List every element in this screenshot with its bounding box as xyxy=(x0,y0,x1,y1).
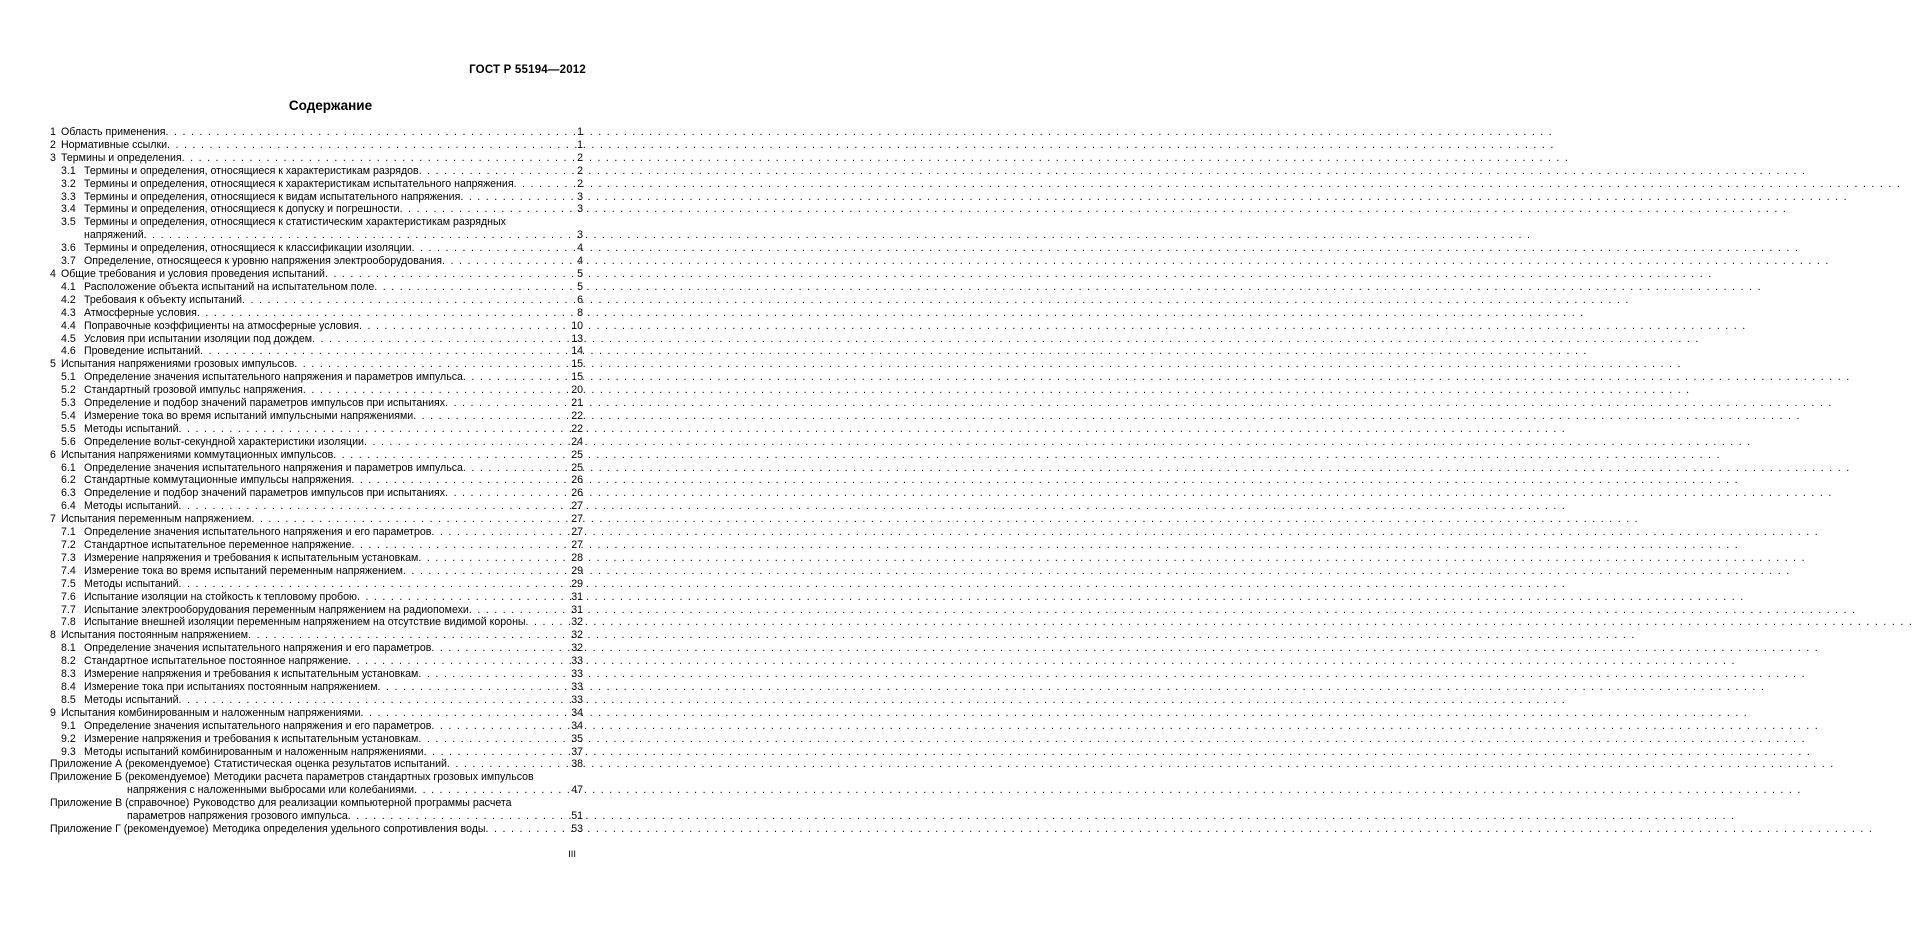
toc-page-number: 27 xyxy=(571,513,583,526)
toc-leader-dots xyxy=(333,449,569,462)
toc-entry[interactable] xyxy=(50,410,583,423)
toc-entry-title: Определение и подбор значений параметров импульсов при испытаниях xyxy=(84,397,446,410)
toc-entry[interactable] xyxy=(50,307,583,320)
toc-leader-dots xyxy=(431,642,569,655)
toc-entry-number: 7.8 xyxy=(61,616,76,629)
standard-designation: ГОСТ Р 55194—2012 xyxy=(469,64,586,76)
toc-entry-title: Определение значения испытательного напряжения и его параметров xyxy=(84,526,432,539)
toc-leader-dots xyxy=(144,229,575,242)
toc-page-number: 29 xyxy=(571,564,583,577)
toc-entry[interactable] xyxy=(50,268,583,281)
toc-entry-number: 3.7 xyxy=(61,255,76,268)
toc-page-number: 33 xyxy=(571,693,583,706)
toc-entry[interactable] xyxy=(50,513,583,526)
toc-leader-dots xyxy=(294,358,569,371)
toc-leader-dots xyxy=(351,539,569,552)
toc-entry-number: 4.4 xyxy=(61,319,76,332)
toc-leader-dots xyxy=(413,410,569,423)
toc-leader-dots xyxy=(424,746,570,759)
toc-entry-title: Испытания комбинированным и наложенным напряжениями xyxy=(61,706,361,719)
toc-page-number: 3 xyxy=(577,203,583,216)
toc-entry-title: напряжений xyxy=(84,229,144,242)
toc-entry[interactable] xyxy=(50,216,583,242)
toc-page-number: 21 xyxy=(571,397,583,410)
toc-entry-number: 8.2 xyxy=(61,655,76,668)
toc-entry-number: 6 xyxy=(50,448,56,461)
toc-entry-title: Область применения xyxy=(61,126,166,138)
toc-entry[interactable] xyxy=(50,642,583,655)
toc-leader-dots xyxy=(351,474,569,487)
toc-entry-title: Термины и определения, относящиеся к видам испытательного напряжения xyxy=(84,190,461,203)
toc-entry-title: Методы испытаний xyxy=(84,693,179,706)
toc-entry-number: 1 xyxy=(50,126,56,138)
toc-entry-title: Испытание изоляции на стойкость к тепловому пробою xyxy=(84,590,357,603)
toc-entry[interactable] xyxy=(50,823,583,836)
toc-page-number: 34 xyxy=(571,719,583,732)
toc-entry[interactable] xyxy=(50,733,583,746)
toc-entry[interactable] xyxy=(50,294,583,307)
toc-entry-title: Измерение тока во время испытаний импульсными напряжениями xyxy=(84,409,414,422)
toc-page-number: 33 xyxy=(571,680,583,693)
toc-page-number: 14 xyxy=(571,345,583,358)
toc-page-number: 25 xyxy=(571,448,583,461)
toc-entry-number: 2 xyxy=(50,138,56,151)
toc-entry-title-line1: Руководство для реализации компьютерной программы расчета xyxy=(193,797,512,810)
toc-page-number: 29 xyxy=(571,577,583,590)
toc-leader-dots xyxy=(400,203,576,216)
toc-entry[interactable] xyxy=(50,345,583,358)
toc-entry-number: Приложение Г (рекомендуемое) xyxy=(50,822,209,835)
toc-entry[interactable] xyxy=(50,681,583,694)
toc-leader-dots xyxy=(486,823,570,836)
toc-entry-number: 7.3 xyxy=(61,551,76,564)
toc-leader-dots xyxy=(348,810,569,823)
toc-page-number: 32 xyxy=(571,642,583,655)
toc-page-number: 1 xyxy=(577,138,583,151)
toc-leader-dots xyxy=(403,565,569,578)
toc-entry-number: 9.2 xyxy=(61,732,76,745)
toc-entry-title: Стандартное испытательное переменное напряжение xyxy=(84,539,352,551)
toc-leader-dots xyxy=(357,591,569,604)
toc-entry-title: Измерение тока во время испытаний переменным напряжением xyxy=(84,564,403,577)
toc-leader-dots xyxy=(463,462,569,475)
toc-entry[interactable] xyxy=(50,449,583,462)
toc-page-number: 33 xyxy=(571,668,583,681)
toc-entry[interactable] xyxy=(50,255,583,268)
toc-page-number: 5 xyxy=(577,280,583,293)
toc-entry-number: 3.5 xyxy=(61,216,76,229)
toc-leader-dots xyxy=(312,333,569,346)
toc-page-number: 15 xyxy=(571,371,583,384)
toc-entry-title: Испытание внешней изоляции переменным напряжением на отсутствие видимой короны xyxy=(84,616,526,629)
toc-entry[interactable] xyxy=(50,707,583,720)
toc-leader-dots xyxy=(412,242,576,255)
toc-entry-number: 8 xyxy=(50,629,56,642)
toc-entry-title: Термины и определения xyxy=(61,151,182,164)
toc-entry[interactable] xyxy=(50,487,583,500)
toc-entry-number: 3.6 xyxy=(61,242,76,255)
toc-entry-number: 7.4 xyxy=(61,564,76,577)
toc-entry[interactable] xyxy=(50,526,583,539)
toc-entry-number: 4.6 xyxy=(61,345,76,358)
toc-page-number: 3 xyxy=(577,229,583,242)
toc-entry-number: 7.6 xyxy=(61,590,76,603)
toc-leader-dots xyxy=(348,655,569,668)
toc-page-number: 32 xyxy=(571,616,583,629)
toc-entry[interactable] xyxy=(50,139,583,152)
toc-leader-dots xyxy=(445,487,569,500)
toc-entry-title: Стандартный грозовой импульс напряжения xyxy=(84,384,303,397)
toc-entry-number: 5.6 xyxy=(61,435,76,448)
toc-page-number: 4 xyxy=(577,255,583,268)
toc-entry-number: 9 xyxy=(50,706,56,719)
toc-page-number: 22 xyxy=(571,409,583,422)
toc-entry-title: Термины и определения, относящиеся к допуску и погрешности xyxy=(84,203,400,216)
toc-entry[interactable] xyxy=(50,720,583,733)
toc-leader-dots xyxy=(414,784,569,797)
toc-entry-number: 4.1 xyxy=(61,280,76,293)
toc-entry-title: Нормативные ссылки xyxy=(61,138,168,151)
toc-page-number: 31 xyxy=(571,603,583,616)
toc-entry-number: 6.4 xyxy=(61,500,76,513)
toc-entry[interactable] xyxy=(50,565,583,578)
toc-leader-dots xyxy=(418,733,569,746)
toc-entry-number: 7.5 xyxy=(61,577,76,590)
toc-page-number: 2 xyxy=(577,164,583,177)
toc-entry-number: 7.2 xyxy=(61,539,76,551)
toc-page-number: 2 xyxy=(577,151,583,164)
toc-entry[interactable] xyxy=(50,500,583,513)
toc-entry-title: Проведение испытаний xyxy=(84,345,201,358)
toc-entry[interactable] xyxy=(50,694,583,707)
toc-entry-title-line1: Термины и определения, относящиеся к статистическим характеристикам разрядных xyxy=(84,216,506,229)
toc-leader-dots xyxy=(442,255,575,268)
toc-entry-number: 3.4 xyxy=(61,203,76,216)
toc-leader-dots xyxy=(325,268,575,281)
toc-entry-number: 7 xyxy=(50,513,56,526)
toc-entry-title: Измерение напряжения и требования к испытательным установкам xyxy=(84,551,419,564)
toc-leader-dots xyxy=(200,345,569,358)
toc-entry-title: Испытание электрооборудования переменным напряжением на радиопомехи xyxy=(84,603,469,616)
toc-leader-dots xyxy=(165,126,575,139)
toc-leader-dots xyxy=(378,681,570,694)
toc-leader-dots xyxy=(179,578,570,591)
toc-entry[interactable] xyxy=(50,616,583,629)
toc-leader-dots xyxy=(418,552,569,565)
toc-entry-title: Методы испытаний xyxy=(84,577,179,590)
toc-entry[interactable] xyxy=(50,371,583,384)
toc-entry-title: Термины и определения, относящиеся к классификации изоляции xyxy=(84,242,412,255)
toc-entry[interactable] xyxy=(50,436,583,449)
toc-entry-title: Измерение тока при испытаниях постоянным напряжением xyxy=(84,680,378,693)
toc-page-number: 53 xyxy=(571,822,583,835)
toc-entry-title: Стандартные коммутационные импульсы напряжения xyxy=(84,474,352,487)
toc-entry-number: Приложение В (справочное) xyxy=(50,797,190,810)
toc-entry-title: Измерение напряжения и требования к испытательным установкам xyxy=(84,668,419,681)
toc-page-number: 13 xyxy=(571,332,583,345)
table-of-contents xyxy=(50,126,583,836)
toc-entry[interactable] xyxy=(50,397,583,410)
toc-leader-dots xyxy=(526,616,570,629)
toc-page-number: 25 xyxy=(571,461,583,474)
toc-entry[interactable] xyxy=(50,462,583,475)
toc-leader-dots xyxy=(179,500,570,513)
toc-entry-number: 5 xyxy=(50,358,56,371)
toc-leader-dots xyxy=(445,397,569,410)
toc-leader-dots xyxy=(197,307,575,320)
toc-page-number: 37 xyxy=(571,745,583,758)
toc-leader-dots xyxy=(242,294,575,307)
toc-page-number: 26 xyxy=(571,474,583,487)
toc-entry-title: Статистическая оценка результатов испытаний xyxy=(213,758,447,771)
toc-page-number: 38 xyxy=(571,758,583,771)
toc-leader-dots xyxy=(431,720,569,733)
toc-entry[interactable] xyxy=(50,771,583,797)
toc-leader-dots xyxy=(179,694,570,707)
toc-entry-number: 8.4 xyxy=(61,680,76,693)
toc-entry-number: 3 xyxy=(50,151,56,164)
toc-entry-title: Определение значения испытательного напряжения и параметров импульса xyxy=(84,461,463,474)
toc-entry[interactable] xyxy=(50,655,583,668)
toc-entry[interactable] xyxy=(50,333,583,346)
toc-leader-dots xyxy=(251,513,569,526)
toc-entry-title: Определение значения испытательного напряжения и его параметров xyxy=(84,642,432,655)
toc-page-number: 34 xyxy=(571,706,583,719)
toc-entry[interactable] xyxy=(50,758,583,771)
toc-entry[interactable] xyxy=(50,423,583,436)
toc-page-number: 24 xyxy=(571,435,583,448)
toc-entry-number: 9.1 xyxy=(61,719,76,732)
toc-leader-dots xyxy=(419,165,575,178)
toc-entry-number: 5.2 xyxy=(61,384,76,397)
toc-entry[interactable] xyxy=(50,591,583,604)
toc-leader-dots xyxy=(447,758,569,771)
toc-entry-title: Стандартное испытательное постоянное напряжение xyxy=(84,655,349,668)
toc-entry-number: 3.2 xyxy=(61,177,76,190)
toc-leader-dots xyxy=(469,604,569,617)
toc-entry-title: Термины и определения, относящиеся к характеристикам разрядов xyxy=(84,164,419,177)
toc-page-number: 2 xyxy=(577,177,583,190)
toc-entry[interactable] xyxy=(50,281,583,294)
toc-entry[interactable] xyxy=(50,165,583,178)
toc-entry[interactable] xyxy=(50,126,583,139)
toc-entry-title: Испытания напряжениями коммутационных импульсов xyxy=(61,448,334,461)
toc-entry-title: напряжения с наложенными выбросами или колебаниями xyxy=(127,784,415,797)
toc-entry-title: Методика определения удельного сопротивления воды xyxy=(212,822,486,835)
toc-page-number: 8 xyxy=(577,306,583,319)
toc-entry-number: 5.3 xyxy=(61,397,76,410)
toc-entry[interactable] xyxy=(50,191,583,204)
toc-entry-title: Атмосферные условия xyxy=(84,306,197,319)
toc-entry-number: 3.1 xyxy=(61,164,76,177)
toc-leader-dots xyxy=(364,436,569,449)
toc-leader-dots xyxy=(463,371,569,384)
toc-entry-number: 4 xyxy=(50,267,56,280)
toc-page-number: 20 xyxy=(571,384,583,397)
toc-leader-dots xyxy=(359,320,569,333)
toc-entry-title: Общие требования и условия проведения испытаний xyxy=(61,267,325,280)
toc-leader-dots xyxy=(460,191,575,204)
toc-page-number: 15 xyxy=(571,358,583,371)
toc-entry[interactable] xyxy=(50,539,583,552)
page-number: III xyxy=(568,849,576,860)
toc-leader-dots xyxy=(303,384,569,397)
toc-entry[interactable] xyxy=(50,203,583,216)
toc-page-number: 28 xyxy=(571,551,583,564)
toc-page-number: 51 xyxy=(571,810,583,823)
toc-entry-title: Условия при испытании изоляции под дождем xyxy=(84,332,313,345)
toc-page-number: 22 xyxy=(571,422,583,435)
page-title: Содержание xyxy=(288,98,373,113)
toc-entry[interactable] xyxy=(50,578,583,591)
toc-entry-title: Испытания напряжениями грозовых импульсов xyxy=(61,358,295,371)
toc-entry-number: 8.5 xyxy=(61,693,76,706)
toc-page-number: 27 xyxy=(571,526,583,539)
toc-page-number: 1 xyxy=(577,126,583,138)
toc-entry[interactable] xyxy=(50,746,583,759)
toc-entry-title-line1: Методики расчета параметров стандартных грозовых импульсов xyxy=(213,771,534,784)
toc-entry-number: 4.5 xyxy=(61,332,76,345)
toc-entry[interactable] xyxy=(50,474,583,487)
toc-entry-number: 4.3 xyxy=(61,306,76,319)
toc-page-number: 3 xyxy=(577,190,583,203)
toc-page-number: 27 xyxy=(571,500,583,513)
toc-page-number: 32 xyxy=(571,629,583,642)
toc-entry-title: Методы испытаний xyxy=(84,500,179,513)
toc-entry-title: параметров напряжения грозового импульса xyxy=(127,810,348,823)
toc-entry-title: Испытания переменным напряжением xyxy=(61,513,252,526)
toc-entry-number: 6.3 xyxy=(61,487,76,500)
toc-entry[interactable] xyxy=(50,668,583,681)
toc-leader-dots xyxy=(248,629,569,642)
toc-entry[interactable] xyxy=(50,797,583,823)
toc-entry[interactable] xyxy=(50,604,583,617)
toc-page-number: 10 xyxy=(571,319,583,332)
toc-page-number: 6 xyxy=(577,293,583,306)
toc-leader-dots xyxy=(182,152,575,165)
toc-entry-title: Поправочные коэффициенты на атмосферные условия xyxy=(84,319,359,332)
toc-entry-title: Измерение напряжения и требования к испытательным установкам xyxy=(84,732,419,745)
toc-entry-number: 3.3 xyxy=(61,190,76,203)
toc-entry[interactable] xyxy=(50,152,583,165)
toc-page-number: 5 xyxy=(577,267,583,280)
toc-leader-dots xyxy=(167,139,575,152)
toc-page-number: 33 xyxy=(571,655,583,668)
toc-leader-dots xyxy=(431,526,569,539)
toc-entry-title: Определение, относящееся к уровню напряжения электрооборудования xyxy=(84,255,443,268)
toc-entry-number: Приложение А (рекомендуемое) xyxy=(50,758,210,771)
toc-page-number: 26 xyxy=(571,487,583,500)
toc-entry-title: Определение значения испытательного напряжения и параметров импульса xyxy=(84,371,463,384)
toc-entry-title: Определение вольт-секундной характеристики изоляции xyxy=(84,435,364,448)
toc-entry[interactable] xyxy=(50,320,583,333)
toc-entry-number: 5.4 xyxy=(61,409,76,422)
toc-entry[interactable] xyxy=(50,384,583,397)
toc-entry-number: 8.3 xyxy=(61,668,76,681)
toc-page-number: 35 xyxy=(571,732,583,745)
toc-entry-title: Методы испытаний комбинированным и наложенным напряжениями xyxy=(84,745,424,758)
toc-entry-title: Расположение объекта испытаний на испытательном поле xyxy=(84,280,375,293)
toc-entry-title: Требоваия к объекту испытаний xyxy=(84,293,243,306)
toc-page-number: 4 xyxy=(577,242,583,255)
toc-entry[interactable] xyxy=(50,242,583,255)
toc-entry-number: 5.1 xyxy=(61,371,76,384)
toc-entry-number: 5.5 xyxy=(61,422,76,435)
toc-entry-title: Определение и подбор значений параметров импульсов при испытаниях xyxy=(84,487,446,500)
toc-entry[interactable] xyxy=(50,629,583,642)
toc-page-number: 47 xyxy=(571,784,583,797)
toc-leader-dots xyxy=(514,178,576,191)
toc-entry[interactable] xyxy=(50,178,583,191)
toc-entry-number: 8.1 xyxy=(61,642,76,655)
toc-entry-number: 9.3 xyxy=(61,745,76,758)
toc-page-number: 31 xyxy=(571,590,583,603)
toc-page-number: 27 xyxy=(571,539,583,551)
toc-entry-title: Определение значения испытательного напряжения и его параметров xyxy=(84,719,432,732)
toc-entry-title: Термины и определения, относящиеся к характеристикам испытательного напряжения xyxy=(84,177,514,190)
toc-leader-dots xyxy=(418,668,569,681)
toc-entry-number: 4.2 xyxy=(61,293,76,306)
toc-entry-number: 7.1 xyxy=(61,526,76,539)
toc-leader-dots xyxy=(374,281,575,294)
toc-entry[interactable] xyxy=(50,358,583,371)
toc-entry-title: Испытания постоянным напряжением xyxy=(61,629,249,642)
toc-leader-dots xyxy=(361,707,570,720)
toc-entry-number: 6.1 xyxy=(61,461,76,474)
toc-leader-dots xyxy=(179,423,570,436)
toc-entry[interactable] xyxy=(50,552,583,565)
toc-entry-title: Методы испытаний xyxy=(84,422,179,435)
toc-entry-number: Приложение Б (рекомендуемое) xyxy=(50,771,210,784)
toc-entry-number: 6.2 xyxy=(61,474,76,487)
toc-entry-number: 7.7 xyxy=(61,603,76,616)
